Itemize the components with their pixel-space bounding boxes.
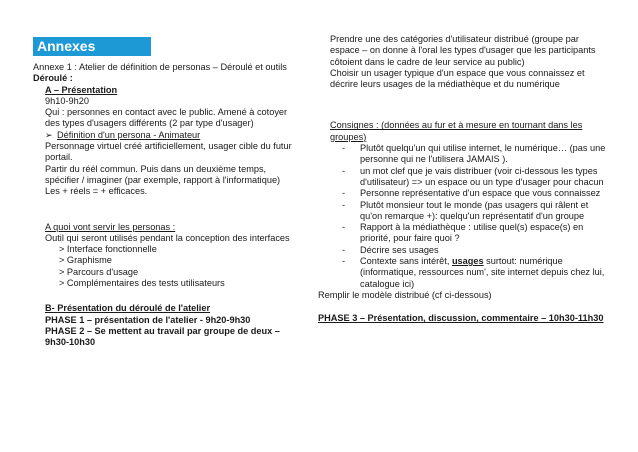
who-text: Qui : personnes en contact avec le public. Amené à cotoyer des types d'usagers différents (2 par type d'usager) bbox=[45, 107, 288, 129]
purpose-heading: A quoi vont servir les personas : bbox=[45, 221, 176, 232]
phase-3: PHASE 3 – Présentation, discussion, commentaire – 10h30-11h30 bbox=[318, 313, 604, 324]
dash-marker: - bbox=[342, 165, 346, 176]
list-item bbox=[342, 245, 610, 256]
deroule-heading: Déroulé : bbox=[33, 73, 73, 84]
purpose-item-4: > Complémentaires des tests utilisateurs bbox=[59, 278, 225, 289]
arrow-bullet-icon: ➢ bbox=[45, 129, 53, 140]
list-item bbox=[342, 222, 610, 245]
consignes-heading: Consignes : (données au fur et à mesure en tournant dans les groupes) bbox=[330, 120, 583, 142]
persona-line-1: Personnage virtuel créé artificiellement, usager cible du futur portail. bbox=[45, 141, 292, 163]
annex-title: Annexe 1 : Atelier de définition de personas – Déroulé et outils bbox=[33, 62, 287, 72]
intro-paragraph-1: Prendre une des catégories d'utilisateur distribué (groupe par espace – on donne à l'oral les types d'usager que les participants côtoient dans le cadre de leur service au public) bbox=[330, 34, 596, 67]
time-range: 9h10-9h20 bbox=[45, 95, 89, 106]
consigne-text-last bbox=[360, 256, 610, 290]
consigne-text: Personne représentative d'un espace que vous connaissez bbox=[360, 188, 601, 199]
dash-marker: - bbox=[342, 222, 346, 233]
consigne-text: Décrire ses usages bbox=[360, 244, 439, 255]
remplir-text: Remplir le modèle distribué (cf ci-dessous) bbox=[318, 289, 492, 300]
consigne-text: un mot clef que je vais distribuer (voir ci-dessous les types d'utilisateur) => un espace ou un type d'usager pour chacun bbox=[360, 165, 604, 187]
left-column bbox=[33, 0, 298, 349]
persona-line-2: Partir du réél commun. Puis dans un deuxième temps, spécifier / imaginer (par exemple, rapport à l'informatique) bbox=[45, 163, 281, 185]
consigne-text: Plutôt monsieur tout le monde (pas usagers qui râlent et qu'on remarque +): quelqu'un représentatif d'un groupe bbox=[360, 199, 589, 221]
section-a-heading: A – Présentation bbox=[45, 84, 118, 95]
purpose-item-2: > Graphisme bbox=[59, 255, 112, 266]
list-item bbox=[342, 143, 610, 166]
intro-paragraph-2: Choisir un usager typique d'un espace que vous connaissez et décrire leurs usages de la médiathèque et du numérique bbox=[330, 67, 585, 90]
last-item-post: surtout: numérique (informatique, ressources num', site internet depuis chez lui, catalogue ici) bbox=[360, 256, 605, 289]
list-item bbox=[342, 188, 610, 199]
phase-1: PHASE 1 – présentation de l'atelier - 9h20-9h30 bbox=[45, 314, 251, 325]
list-item bbox=[342, 256, 610, 290]
list-item bbox=[342, 200, 610, 223]
phase-2: PHASE 2 – Se mettent au travail par groupe de deux – 9h30-10h30 bbox=[45, 325, 280, 348]
persona-line-3: Les + réels = + efficaces. bbox=[45, 186, 148, 197]
consigne-text: Plutôt quelqu'un qui utilise internet, le numérique… (pas une personne qui ne l'utilisera JAMAIS ). bbox=[360, 143, 606, 165]
purpose-item-1: > Interface fonctionnelle bbox=[59, 244, 157, 255]
dash-marker: - bbox=[342, 143, 346, 154]
dash-marker: - bbox=[342, 199, 346, 210]
dash-marker: - bbox=[342, 188, 346, 199]
def-persona-item bbox=[33, 130, 298, 141]
consigne-text: Rapport à la médiathèque : utilise quel(s) espace(s) en priorité, pour faire quoi ? bbox=[360, 222, 584, 244]
purpose-text: Outil qui seront utilisés pendant la conception des interfaces bbox=[45, 232, 290, 243]
purpose-item-3: > Parcours d'usage bbox=[59, 266, 139, 277]
last-item-pre: Contexte sans intérêt, bbox=[360, 256, 452, 267]
right-column bbox=[318, 0, 610, 325]
list-item bbox=[342, 166, 610, 189]
annexes-banner: Annexes bbox=[33, 37, 151, 56]
def-persona-label: Définition d'un persona - Animateur bbox=[57, 129, 201, 140]
dash-marker: - bbox=[342, 244, 346, 255]
consignes-list bbox=[318, 143, 610, 290]
usages-emphasis: usages bbox=[451, 256, 484, 267]
dash-marker: - bbox=[342, 256, 346, 267]
section-b-heading: B- Présentation du déroulé de l'atelier bbox=[45, 303, 211, 314]
